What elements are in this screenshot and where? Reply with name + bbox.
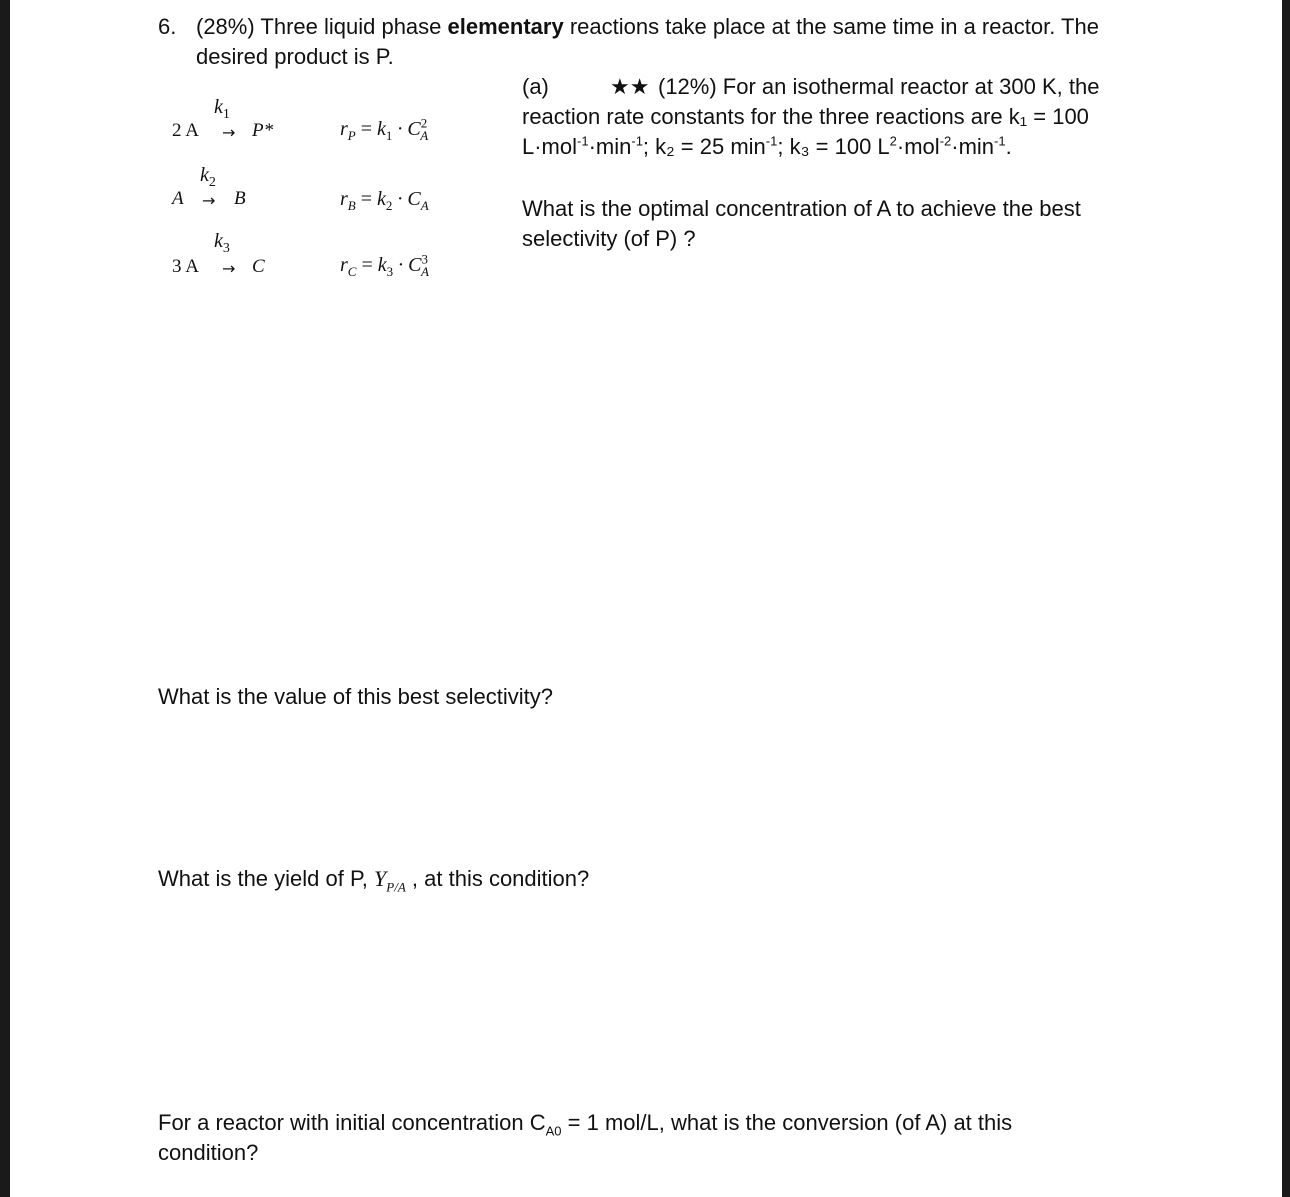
question-line-1: (28%) Three liquid phase elementary reactions take place at the same time in a reactor. The	[196, 14, 1099, 39]
reaction-1-arrow: →	[222, 123, 236, 142]
reaction-1-product: P*	[252, 120, 274, 141]
reaction-3-rate-constant: $k_3$	[214, 230, 230, 256]
question-best-selectivity: What is the value of this best selectivity?	[158, 684, 553, 709]
reaction-1-rate-constant: $k_1$	[214, 96, 230, 122]
part-a-line-1: (12%) For an isothermal reactor at 300 K, the	[658, 74, 1100, 99]
bold-elementary: elementary	[447, 14, 564, 39]
reaction-1-lhs: 2 A	[172, 120, 199, 141]
part-a-label: (a)	[522, 74, 549, 99]
reaction-2-product: B	[234, 188, 246, 209]
reaction-2-lhs: A	[172, 188, 184, 209]
reaction-3-lhs: 3 A	[172, 256, 199, 277]
reaction-3-rate-law: $r_C = k_3 \cdot C^3_A$	[340, 251, 429, 279]
reaction-3-product: C	[252, 256, 265, 277]
left-frame-border	[0, 0, 10, 1197]
question-number: 6.	[158, 14, 177, 39]
reaction-2-arrow: →	[202, 191, 216, 210]
star-icon: ★★	[610, 74, 650, 99]
question-line-2: desired product is P.	[196, 44, 394, 69]
reaction-2-rate-constant: $k_2$	[200, 164, 216, 190]
reaction-3-arrow: →	[222, 259, 236, 278]
part-a-line-3: $L\cdot mol^{-1}\cdot\min^{-1}$; k₂ = 25 $\min^{-1}$; k₃ = 100 $L^2\cdot mol^{-2}\cdot\min^{-1}$.	[522, 133, 1012, 159]
question-conversion-line-2: condition?	[158, 1140, 259, 1165]
question-optimal-concentration-line-2: selectivity (of P) ?	[522, 226, 696, 251]
question-optimal-concentration-line-1: What is the optimal concentration of A to achieve the best	[522, 196, 1081, 221]
right-frame-border	[1282, 0, 1290, 1197]
reaction-1-rate-law: $r_P = k_1 \cdot C^2_A$	[340, 115, 429, 143]
question-yield: What is the yield of P, $Y_{P/A}$ , at this condition?	[158, 866, 590, 895]
part-a-line-2: reaction rate constants for the three reactions are k₁ = 100	[522, 104, 1089, 129]
question-conversion-line-1: For a reactor with initial concentration $C_{A0} = 1$ mol/L, what is the conversion (of A) at this	[158, 1110, 1013, 1139]
reaction-2-rate-law: $r_B = k_2 \cdot C_A$	[340, 188, 429, 213]
